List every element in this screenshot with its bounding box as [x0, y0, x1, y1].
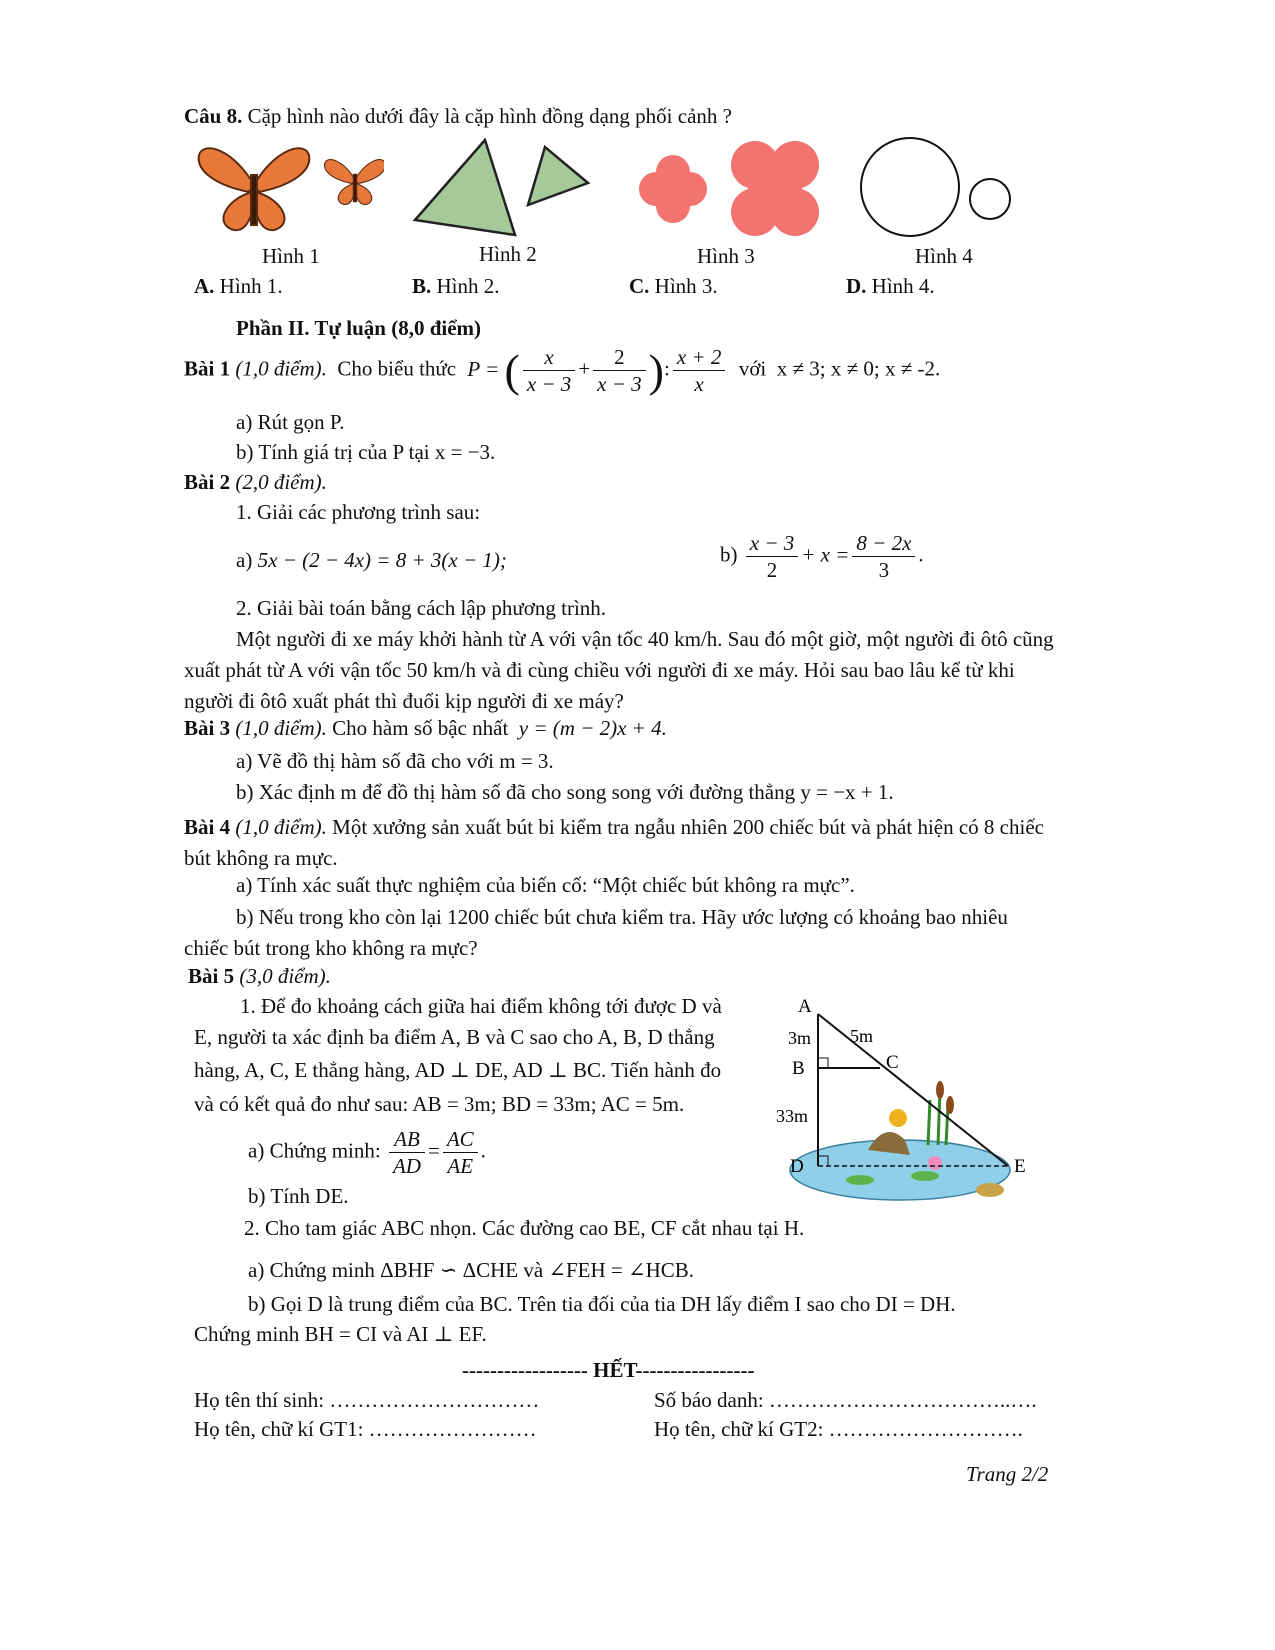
q8-question: Câu 8. Cặp hình nào dưới đây là cặp hình đồng dạng phối cảnh ? — [184, 104, 732, 128]
triangle-figure — [410, 135, 600, 240]
bai5-header: Bài 5 (3,0 điểm). — [188, 964, 331, 988]
option-d[interactable]: D. Hình 4. — [846, 274, 935, 298]
bai1-frac2: $\frac{2}{x - 3}$ — [593, 344, 646, 398]
flower-small — [639, 155, 707, 223]
figure-label-2: Hình 2 — [479, 242, 537, 266]
candidate-number-field: Số báo danh: ……………………………..…. — [654, 1388, 1037, 1412]
lotus-icon — [928, 1156, 942, 1170]
label-ac: 5m — [850, 1026, 874, 1046]
point-a: A — [798, 996, 812, 1017]
gt1-field: Họ tên, chữ kí GT1: …………………… — [194, 1417, 537, 1441]
point-c: C — [886, 1052, 899, 1073]
butterfly-figure — [194, 140, 384, 240]
flower-large — [731, 141, 819, 236]
bai5-p1-line2: E, người ta xác định ba điểm A, B và C sao cho A, B, D thẳng — [194, 1025, 715, 1049]
bird-icon — [889, 1109, 907, 1127]
bai5-p2a: a) Chứng minh ΔBHF ∽ ΔCHE và ∠FEH = ∠HCB. — [248, 1258, 695, 1282]
bai2-p1: 1. Giải các phương trình sau: — [236, 500, 481, 524]
bai5-p2: 2. Cho tam giác ABC nhọn. Các đường cao BE, CF cắt nhau tại H. — [244, 1216, 805, 1240]
bai4-a: a) Tính xác suất thực nghiệm của biến cố: “Một chiếc bút không ra mực”. — [236, 873, 855, 897]
bai5-p1b: b) Tính DE. — [248, 1184, 349, 1208]
bai5-p1-line3: hàng, A, C, E thẳng hàng, AD ⊥ DE, AD ⊥ BC. Tiến hành đo — [194, 1058, 722, 1082]
distance-figure — [770, 990, 1040, 1210]
figure-label-3: Hình 3 — [697, 244, 755, 268]
bai3-b: b) Xác định m để đồ thị hàm số đã cho song song với đường thẳng y = −x + 1. — [236, 780, 894, 804]
point-d: D — [790, 1156, 804, 1177]
bai2-header: Bài 2 (2,0 điểm). — [184, 470, 327, 494]
bai5-p1a: a) Chứng minh: $\frac{AB}{AD}$ = $\frac{AC}{AE}$ . — [248, 1127, 486, 1179]
option-c[interactable]: C. Hình 3. — [629, 274, 718, 298]
butterfly-large — [199, 148, 310, 230]
bai1-a: a) Rút gọn P. — [236, 410, 345, 434]
gt2-field: Họ tên, chữ kí GT2: ………………………. — [654, 1417, 1023, 1441]
bai2-problem: Một người đi xe máy khởi hành từ A với vận tốc 40 km/h. Sau đó một giờ, một người đi ôtô cũng xuất phát từ A với vận tốc 50 km/h và đi cùng chiều với người đi xe máy. Hỏi sau bao lâu kể từ khi người đi ôtô xuất phát thì đuổi kịp người đi xe máy? — [184, 627, 1054, 713]
point-e: E — [1014, 1156, 1026, 1177]
butterfly-small — [325, 160, 384, 205]
bai1-header: Bài 1 (1,0 điểm). Cho biểu thức P = ( $\frac{x}{x - 3}$ + $\frac{2}{x - 3}$ ): $\frac{x + 2}{x}$ với x ≠ 3; x ≠ 0; x ≠ -2. — [184, 344, 941, 397]
triangle-large — [415, 140, 515, 235]
bai2-p2: 2. Giải bài toán bằng cách lập phương trình. — [236, 596, 607, 620]
bai5-p2b-line1: b) Gọi D là trung điểm của BC. Trên tia đối của tia DH lấy điểm I sao cho DI = DH. — [248, 1292, 956, 1316]
circle-figure — [858, 135, 1018, 245]
bai2-b: b) $\frac{x - 3}{2}$ + x = $\frac{8 - 2x}{3}$ . — [720, 531, 924, 583]
bai5-p2b-line2: Chứng minh BH = CI và AI ⊥ EF. — [194, 1322, 487, 1346]
figure-label-4: Hình 4 — [915, 244, 973, 268]
end-marker: ------------------ HẾT----------------- — [462, 1358, 755, 1382]
part2-title: Phần II. Tự luận (8,0 điểm) — [236, 316, 482, 340]
bai3-a: a) Vẽ đồ thị hàm số đã cho với m = 3. — [236, 749, 554, 773]
option-b[interactable]: B. Hình 2. — [412, 274, 500, 298]
circle-large — [861, 138, 959, 236]
bai2-a: a) 5x − (2 − 4x) = 8 + 3(x − 1); — [236, 548, 507, 572]
bai4-header: Bài 4 (1,0 điểm). Một xưởng sản xuất bút bi kiểm tra ngẫu nhiên 200 chiếc bút và phát hiện có 8 chiếc bút không ra mực. — [184, 815, 1044, 870]
circle-small — [970, 179, 1010, 219]
bai1-b: b) Tính giá trị của P tại x = −3. — [236, 440, 496, 464]
flower-figure — [628, 140, 828, 240]
triangle-small — [528, 147, 588, 205]
option-a[interactable]: A. Hình 1. — [194, 274, 283, 298]
bai5-p1-line4: và có kết quả đo như sau: AB = 3m; BD = 33m; AC = 5m. — [194, 1092, 685, 1116]
bai4-b: b) Nếu trong kho còn lại 1200 chiếc bút chưa kiểm tra. Hãy ước lượng có khoảng bao nhiêu chiếc bút trong kho không ra mực? — [184, 905, 1008, 960]
label-ab: 3m — [788, 1028, 812, 1048]
bai1-frac3: $\frac{x + 2}{x}$ — [673, 344, 726, 398]
candidate-name-field: Họ tên thí sinh: ………………………… — [194, 1388, 540, 1412]
bai5-p1-line1: 1. Để đo khoảng cách giữa hai điểm không tới được D và — [240, 994, 722, 1018]
figure-label-1: Hình 1 — [262, 244, 320, 268]
bai1-frac1: $\frac{x}{x - 3}$ — [523, 344, 576, 398]
point-b: B — [792, 1058, 805, 1079]
label-bd: 33m — [776, 1106, 809, 1126]
bai3-header: Bài 3 (1,0 điểm). Cho hàm số bậc nhất y = (m − 2)x + 4. — [184, 716, 667, 740]
page-number: Trang 2/2 — [966, 1462, 1049, 1486]
